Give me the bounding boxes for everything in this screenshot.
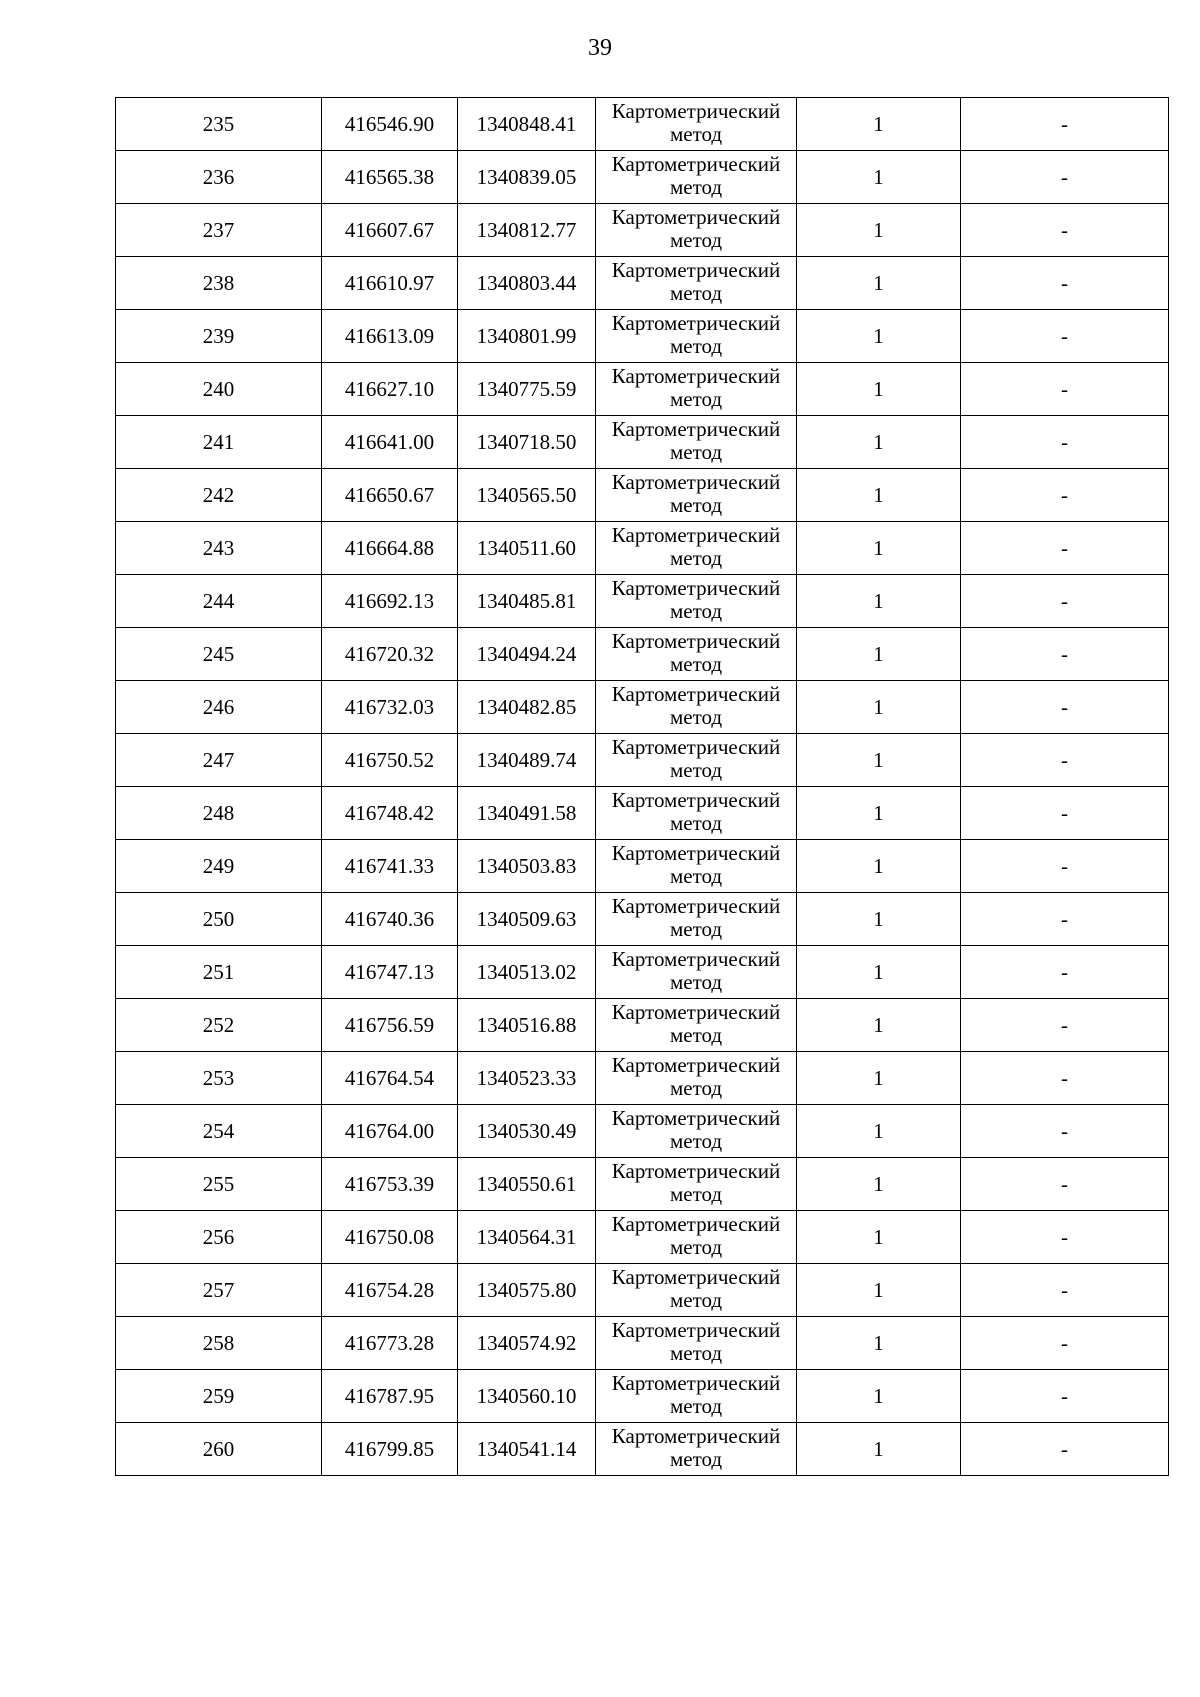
table-row	[116, 787, 1169, 840]
accuracy-cell: 1	[797, 363, 961, 416]
y-coordinate-cell: 1340848.41	[458, 98, 596, 151]
note-cell: -	[961, 1423, 1169, 1476]
accuracy-cell: 1	[797, 204, 961, 257]
method-line-2: метод	[669, 758, 723, 782]
method-cell	[596, 787, 797, 840]
point-number-cell: 240	[116, 363, 322, 416]
table-row	[116, 893, 1169, 946]
method-cell	[596, 893, 797, 946]
y-coordinate-cell: 1340574.92	[458, 1317, 596, 1370]
point-number-cell: 255	[116, 1158, 322, 1211]
y-coordinate-cell: 1340491.58	[458, 787, 596, 840]
coordinates-table	[115, 97, 1169, 1476]
method-line-1: Картометрический	[611, 788, 781, 812]
note-cell: -	[961, 1317, 1169, 1370]
note-cell: -	[961, 204, 1169, 257]
y-coordinate-cell: 1340482.85	[458, 681, 596, 734]
note-cell: -	[961, 1211, 1169, 1264]
method-cell	[596, 98, 797, 151]
method-line-2: метод	[669, 1182, 723, 1206]
method-cell	[596, 151, 797, 204]
point-number-cell: 257	[116, 1264, 322, 1317]
note-cell: -	[961, 1105, 1169, 1158]
point-number-cell: 244	[116, 575, 322, 628]
method-line-2: метод	[669, 334, 723, 358]
table-row	[116, 1211, 1169, 1264]
method-line-2: метод	[669, 864, 723, 888]
y-coordinate-cell: 1340575.80	[458, 1264, 596, 1317]
method-cell	[596, 1052, 797, 1105]
note-cell: -	[961, 98, 1169, 151]
x-coordinate-cell: 416641.00	[322, 416, 458, 469]
y-coordinate-cell: 1340530.49	[458, 1105, 596, 1158]
x-coordinate-cell: 416740.36	[322, 893, 458, 946]
accuracy-cell: 1	[797, 522, 961, 575]
method-line-1: Картометрический	[611, 841, 781, 865]
method-cell	[596, 1211, 797, 1264]
table-row	[116, 1370, 1169, 1423]
point-number-cell: 239	[116, 310, 322, 363]
method-cell	[596, 469, 797, 522]
method-cell	[596, 681, 797, 734]
point-number-cell: 254	[116, 1105, 322, 1158]
method-line-1: Картометрический	[611, 311, 781, 335]
table-row	[116, 151, 1169, 204]
method-line-2: метод	[669, 1023, 723, 1047]
table-row	[116, 575, 1169, 628]
method-line-2: метод	[669, 546, 723, 570]
method-line-1: Картометрический	[611, 682, 781, 706]
note-cell: -	[961, 416, 1169, 469]
method-line-2: метод	[669, 917, 723, 941]
method-line-1: Картометрический	[611, 576, 781, 600]
page-number: 39	[588, 35, 612, 61]
method-line-1: Картометрический	[611, 1371, 781, 1395]
y-coordinate-cell: 1340775.59	[458, 363, 596, 416]
method-line-2: метод	[669, 705, 723, 729]
note-cell: -	[961, 310, 1169, 363]
method-line-1: Картометрический	[611, 1106, 781, 1130]
x-coordinate-cell: 416747.13	[322, 946, 458, 999]
x-coordinate-cell: 416754.28	[322, 1264, 458, 1317]
accuracy-cell: 1	[797, 840, 961, 893]
y-coordinate-cell: 1340718.50	[458, 416, 596, 469]
accuracy-cell: 1	[797, 151, 961, 204]
table-body	[116, 98, 1169, 1476]
accuracy-cell: 1	[797, 1158, 961, 1211]
point-number-cell: 236	[116, 151, 322, 204]
method-cell	[596, 1105, 797, 1158]
point-number-cell: 251	[116, 946, 322, 999]
method-cell	[596, 1264, 797, 1317]
note-cell: -	[961, 787, 1169, 840]
table-row	[116, 1264, 1169, 1317]
note-cell: -	[961, 1264, 1169, 1317]
y-coordinate-cell: 1340485.81	[458, 575, 596, 628]
method-line-2: метод	[669, 811, 723, 835]
method-cell	[596, 734, 797, 787]
y-coordinate-cell: 1340803.44	[458, 257, 596, 310]
method-line-1: Картометрический	[611, 152, 781, 176]
table-row	[116, 469, 1169, 522]
x-coordinate-cell: 416692.13	[322, 575, 458, 628]
table-row	[116, 734, 1169, 787]
x-coordinate-cell: 416546.90	[322, 98, 458, 151]
method-line-1: Картометрический	[611, 523, 781, 547]
point-number-cell: 256	[116, 1211, 322, 1264]
method-line-2: метод	[669, 281, 723, 305]
y-coordinate-cell: 1340565.50	[458, 469, 596, 522]
x-coordinate-cell: 416650.67	[322, 469, 458, 522]
accuracy-cell: 1	[797, 681, 961, 734]
method-cell	[596, 1370, 797, 1423]
point-number-cell: 235	[116, 98, 322, 151]
note-cell: -	[961, 946, 1169, 999]
method-line-1: Картометрический	[611, 205, 781, 229]
y-coordinate-cell: 1340509.63	[458, 893, 596, 946]
method-line-1: Картометрический	[611, 1159, 781, 1183]
table-row	[116, 522, 1169, 575]
method-cell	[596, 840, 797, 893]
method-line-1: Картометрический	[611, 735, 781, 759]
table-row	[116, 1423, 1169, 1476]
method-line-1: Картометрический	[611, 1212, 781, 1236]
y-coordinate-cell: 1340541.14	[458, 1423, 596, 1476]
note-cell: -	[961, 257, 1169, 310]
note-cell: -	[961, 999, 1169, 1052]
table-row	[116, 1052, 1169, 1105]
y-coordinate-cell: 1340801.99	[458, 310, 596, 363]
x-coordinate-cell: 416799.85	[322, 1423, 458, 1476]
method-line-1: Картометрический	[611, 1318, 781, 1342]
table-row	[116, 946, 1169, 999]
method-line-2: метод	[669, 599, 723, 623]
point-number-cell: 241	[116, 416, 322, 469]
table-row	[116, 416, 1169, 469]
point-number-cell: 247	[116, 734, 322, 787]
method-cell	[596, 628, 797, 681]
method-cell	[596, 946, 797, 999]
x-coordinate-cell: 416756.59	[322, 999, 458, 1052]
accuracy-cell: 1	[797, 257, 961, 310]
accuracy-cell: 1	[797, 1423, 961, 1476]
method-cell	[596, 1317, 797, 1370]
method-cell	[596, 575, 797, 628]
table-row	[116, 628, 1169, 681]
note-cell: -	[961, 734, 1169, 787]
accuracy-cell: 1	[797, 1317, 961, 1370]
method-line-2: метод	[669, 1447, 723, 1471]
y-coordinate-cell: 1340550.61	[458, 1158, 596, 1211]
accuracy-cell: 1	[797, 628, 961, 681]
x-coordinate-cell: 416773.28	[322, 1317, 458, 1370]
y-coordinate-cell: 1340489.74	[458, 734, 596, 787]
method-line-1: Картометрический	[611, 470, 781, 494]
note-cell: -	[961, 840, 1169, 893]
method-cell	[596, 310, 797, 363]
note-cell: -	[961, 681, 1169, 734]
accuracy-cell: 1	[797, 1264, 961, 1317]
method-line-2: метод	[669, 493, 723, 517]
note-cell: -	[961, 363, 1169, 416]
x-coordinate-cell: 416764.54	[322, 1052, 458, 1105]
point-number-cell: 238	[116, 257, 322, 310]
x-coordinate-cell: 416627.10	[322, 363, 458, 416]
accuracy-cell: 1	[797, 416, 961, 469]
point-number-cell: 260	[116, 1423, 322, 1476]
point-number-cell: 258	[116, 1317, 322, 1370]
y-coordinate-cell: 1340503.83	[458, 840, 596, 893]
y-coordinate-cell: 1340516.88	[458, 999, 596, 1052]
table-row	[116, 310, 1169, 363]
method-line-2: метод	[669, 1235, 723, 1259]
table-row	[116, 98, 1169, 151]
x-coordinate-cell: 416748.42	[322, 787, 458, 840]
table-row	[116, 257, 1169, 310]
accuracy-cell: 1	[797, 98, 961, 151]
method-cell	[596, 999, 797, 1052]
method-line-2: метод	[669, 387, 723, 411]
method-cell	[596, 257, 797, 310]
note-cell: -	[961, 575, 1169, 628]
point-number-cell: 253	[116, 1052, 322, 1105]
method-line-1: Картометрический	[611, 629, 781, 653]
note-cell: -	[961, 1158, 1169, 1211]
method-line-2: метод	[669, 652, 723, 676]
point-number-cell: 246	[116, 681, 322, 734]
x-coordinate-cell: 416750.52	[322, 734, 458, 787]
accuracy-cell: 1	[797, 787, 961, 840]
method-line-2: метод	[669, 970, 723, 994]
y-coordinate-cell: 1340511.60	[458, 522, 596, 575]
note-cell: -	[961, 151, 1169, 204]
x-coordinate-cell: 416610.97	[322, 257, 458, 310]
method-cell	[596, 363, 797, 416]
method-line-1: Картометрический	[611, 364, 781, 388]
point-number-cell: 242	[116, 469, 322, 522]
y-coordinate-cell: 1340513.02	[458, 946, 596, 999]
method-line-1: Картометрический	[611, 99, 781, 123]
method-cell	[596, 1423, 797, 1476]
x-coordinate-cell: 416741.33	[322, 840, 458, 893]
accuracy-cell: 1	[797, 1105, 961, 1158]
method-cell	[596, 1158, 797, 1211]
accuracy-cell: 1	[797, 469, 961, 522]
method-line-2: метод	[669, 1341, 723, 1365]
method-line-2: метод	[669, 122, 723, 146]
table-row	[116, 204, 1169, 257]
x-coordinate-cell: 416750.08	[322, 1211, 458, 1264]
accuracy-cell: 1	[797, 1211, 961, 1264]
method-line-1: Картометрический	[611, 417, 781, 441]
note-cell: -	[961, 522, 1169, 575]
x-coordinate-cell: 416664.88	[322, 522, 458, 575]
method-line-1: Картометрический	[611, 894, 781, 918]
accuracy-cell: 1	[797, 946, 961, 999]
method-line-1: Картометрический	[611, 947, 781, 971]
point-number-cell: 245	[116, 628, 322, 681]
point-number-cell: 249	[116, 840, 322, 893]
method-cell	[596, 522, 797, 575]
x-coordinate-cell: 416607.67	[322, 204, 458, 257]
table-row	[116, 840, 1169, 893]
method-cell	[596, 204, 797, 257]
x-coordinate-cell: 416764.00	[322, 1105, 458, 1158]
table-row	[116, 1317, 1169, 1370]
method-line-1: Картометрический	[611, 1053, 781, 1077]
y-coordinate-cell: 1340523.33	[458, 1052, 596, 1105]
accuracy-cell: 1	[797, 575, 961, 628]
y-coordinate-cell: 1340839.05	[458, 151, 596, 204]
point-number-cell: 237	[116, 204, 322, 257]
method-line-2: метод	[669, 228, 723, 252]
method-line-2: метод	[669, 1129, 723, 1153]
y-coordinate-cell: 1340494.24	[458, 628, 596, 681]
accuracy-cell: 1	[797, 734, 961, 787]
note-cell: -	[961, 628, 1169, 681]
method-line-2: метод	[669, 1288, 723, 1312]
point-number-cell: 243	[116, 522, 322, 575]
x-coordinate-cell: 416720.32	[322, 628, 458, 681]
method-line-1: Картометрический	[611, 258, 781, 282]
point-number-cell: 248	[116, 787, 322, 840]
x-coordinate-cell: 416565.38	[322, 151, 458, 204]
note-cell: -	[961, 893, 1169, 946]
method-line-1: Картометрический	[611, 1424, 781, 1448]
table-row	[116, 681, 1169, 734]
method-line-1: Картометрический	[611, 1000, 781, 1024]
accuracy-cell: 1	[797, 999, 961, 1052]
table-row	[116, 1105, 1169, 1158]
point-number-cell: 250	[116, 893, 322, 946]
point-number-cell: 252	[116, 999, 322, 1052]
x-coordinate-cell: 416753.39	[322, 1158, 458, 1211]
method-line-2: метод	[669, 1076, 723, 1100]
x-coordinate-cell: 416613.09	[322, 310, 458, 363]
note-cell: -	[961, 469, 1169, 522]
y-coordinate-cell: 1340560.10	[458, 1370, 596, 1423]
table-row	[116, 999, 1169, 1052]
method-line-2: метод	[669, 175, 723, 199]
accuracy-cell: 1	[797, 310, 961, 363]
method-cell	[596, 416, 797, 469]
method-line-1: Картометрический	[611, 1265, 781, 1289]
accuracy-cell: 1	[797, 1052, 961, 1105]
point-number-cell: 259	[116, 1370, 322, 1423]
accuracy-cell: 1	[797, 1370, 961, 1423]
method-line-2: метод	[669, 1394, 723, 1418]
table-row	[116, 1158, 1169, 1211]
x-coordinate-cell: 416787.95	[322, 1370, 458, 1423]
method-line-2: метод	[669, 440, 723, 464]
table-row	[116, 363, 1169, 416]
accuracy-cell: 1	[797, 893, 961, 946]
note-cell: -	[961, 1370, 1169, 1423]
y-coordinate-cell: 1340564.31	[458, 1211, 596, 1264]
note-cell: -	[961, 1052, 1169, 1105]
y-coordinate-cell: 1340812.77	[458, 204, 596, 257]
x-coordinate-cell: 416732.03	[322, 681, 458, 734]
